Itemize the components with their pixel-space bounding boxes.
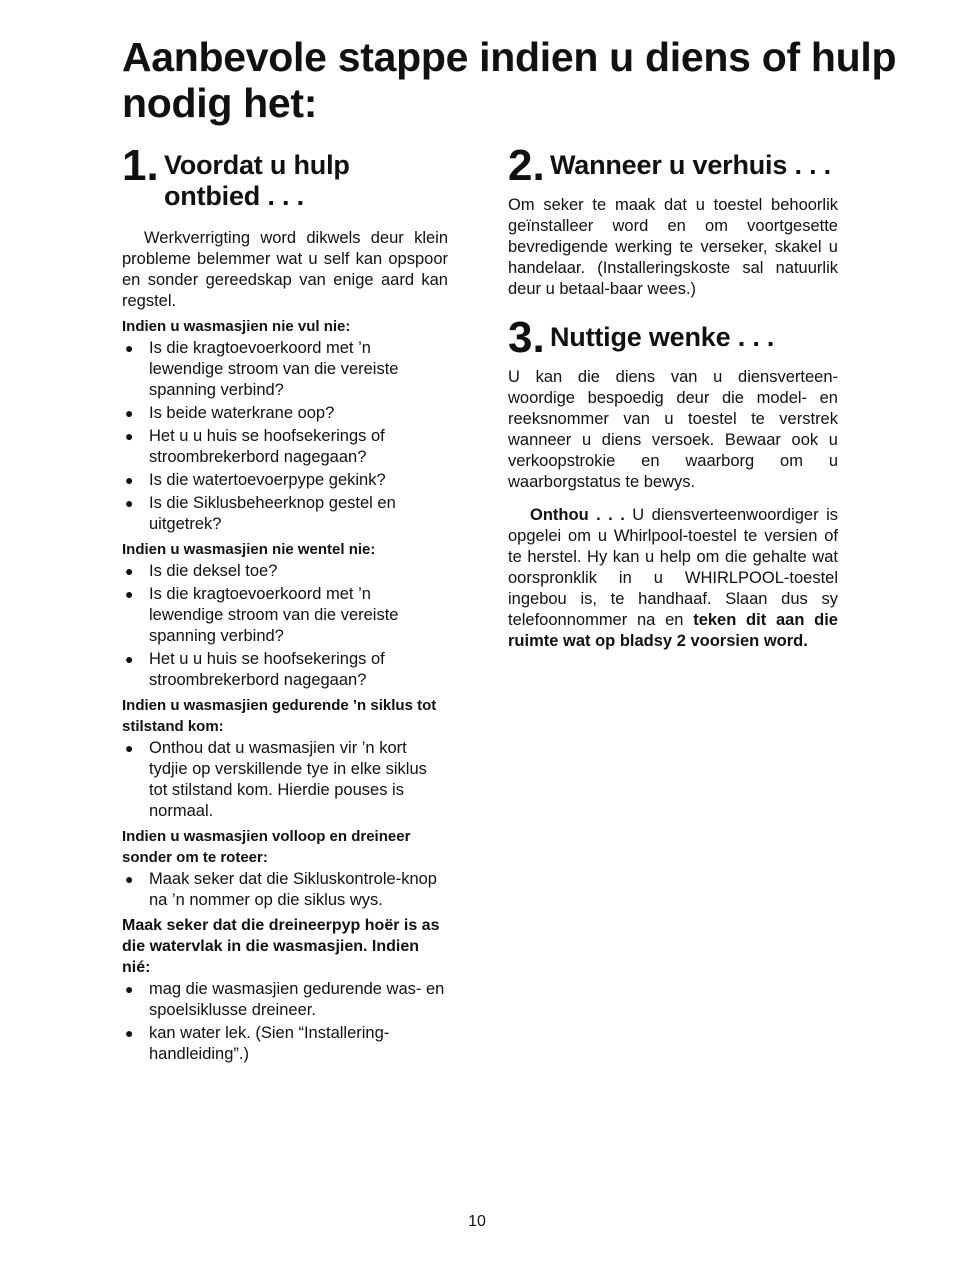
section-title: Voordat u hulp ontbied . . . — [164, 150, 350, 211]
list-item: ● Maak seker dat die Sikluskontrole-knop na ’n nommer op die siklus wys. — [125, 870, 437, 909]
bullet-icon: ● — [125, 651, 134, 667]
bullet-icon: ● — [125, 405, 134, 421]
remember-lead: Onthou . . . — [530, 506, 625, 524]
checklist-fills-drains — [122, 869, 448, 911]
subheading-no-fill: Indien u wasmasjien nie vul nie: — [122, 318, 351, 335]
section-number: 2. — [508, 141, 545, 190]
bullet-icon: ● — [125, 563, 134, 579]
section-number: 1. — [122, 141, 159, 190]
section-number: 3. — [508, 313, 545, 362]
bullet-icon: ● — [125, 981, 134, 997]
checklist-no-fill — [122, 338, 448, 535]
checklist-no-spin — [122, 561, 448, 691]
list-item: ● Het u u huis se hoofsekerings of stroombrekerbord nagegaan? — [125, 650, 385, 689]
list-item: ● Is die kragtoevoerkoord met ’n lewendige stroom van die vereiste spanning verbind? — [125, 585, 399, 645]
page-title: Aanbevole stappe indien u diens of hulp nodig het: — [122, 34, 897, 126]
remember-paragraph — [508, 505, 838, 652]
remember-text: U diensverteenwoordiger is opgelei om u Whirlpool-toestel te versien of te herstel. Hy kan u help om die gehalte wat oorspronklik in u WHIRLPOOL-toestel ingebou is, te handhaaf. Slaan dus sy telefoonnommer na en — [508, 506, 838, 629]
bullet-icon: ● — [125, 871, 134, 887]
list-item: ● Is die kragtoevoerkoord met ’n lewendige stroom van die vereiste spanning verbind? — [125, 339, 399, 399]
right-column — [508, 141, 838, 652]
left-column — [122, 141, 448, 1067]
section-title: Nuttige wenke . . . — [550, 322, 775, 352]
section-1-heading — [122, 141, 448, 212]
bullet-icon: ● — [125, 428, 134, 444]
list-item: ● mag die wasmasjien gedurende was- en spoelsiklusse dreineer. — [125, 980, 445, 1019]
subheading-drain-hose: Maak seker dat die dreineerpyp hoër is as die watervlak in die wasmasjien. Indien nié: — [122, 917, 440, 976]
bullet-icon: ● — [125, 740, 134, 756]
list-item: ● Is die deksel toe? — [125, 562, 278, 580]
remember-bold: teken dit aan die ruimte wat op bladsy 2 voorsien word. — [508, 611, 838, 650]
section-2-heading — [508, 141, 838, 190]
section-3-body: U kan die diens van u diensverteen-woordige bespoedig deur die model- en reeksnommer van u toestel te verstrek wanneer u diens versoek. Bewaar ook u verkoopstrokie en waarborg om u waarborgstatus te bewys. — [508, 368, 838, 491]
bullet-icon: ● — [125, 495, 134, 511]
bullet-icon: ● — [125, 340, 134, 356]
section-1-intro: Werkverrigting word dikwels deur klein probleme belemmer wat u self kan opspoor en sonder gereedskap van enige aard kan regstel. — [122, 229, 448, 310]
section-3-heading — [508, 313, 838, 362]
checklist-cycle-stops — [122, 738, 448, 822]
list-item: ● Is die Siklusbeheerknop gestel en uitgetrek? — [125, 494, 396, 533]
list-item: ● Is die watertoevoerpype gekink? — [125, 471, 386, 489]
section-2-body: Om seker te maak dat u toestel behoorlik geïnstalleer word en om voortgesette bevredigende werking te verseker, skakel u handelaar. (Installeringskoste sal natuurlik deur u betaal-baar wees.) — [508, 196, 838, 298]
bullet-icon: ● — [125, 586, 134, 602]
bullet-icon: ● — [125, 1025, 134, 1041]
page-number: 10 — [468, 1213, 486, 1230]
subheading-fills-drains: Indien u wasmasjien volloop en dreineer sonder om te roteer: — [122, 828, 411, 866]
list-item: ● kan water lek. (Sien “Installering-handleiding”.) — [125, 1024, 390, 1063]
section-title: Wanneer u verhuis . . . — [550, 150, 831, 180]
list-item: ● Is beide waterkrane oop? — [125, 404, 335, 422]
list-item: ● Het u u huis se hoofsekerings of stroombrekerbord nagegaan? — [125, 427, 385, 466]
subheading-no-spin: Indien u wasmasjien nie wentel nie: — [122, 541, 376, 558]
checklist-drain-hose — [122, 979, 448, 1065]
bullet-icon: ● — [125, 472, 134, 488]
list-item: ● Onthou dat u wasmasjien vir ’n kort tydjie op verskillende tye in elke siklus tot stilstand kom. Hierdie pouses is normaal. — [125, 739, 427, 820]
subheading-cycle-stops: Indien u wasmasjien gedurende ’n siklus tot stilstand kom: — [122, 697, 437, 735]
